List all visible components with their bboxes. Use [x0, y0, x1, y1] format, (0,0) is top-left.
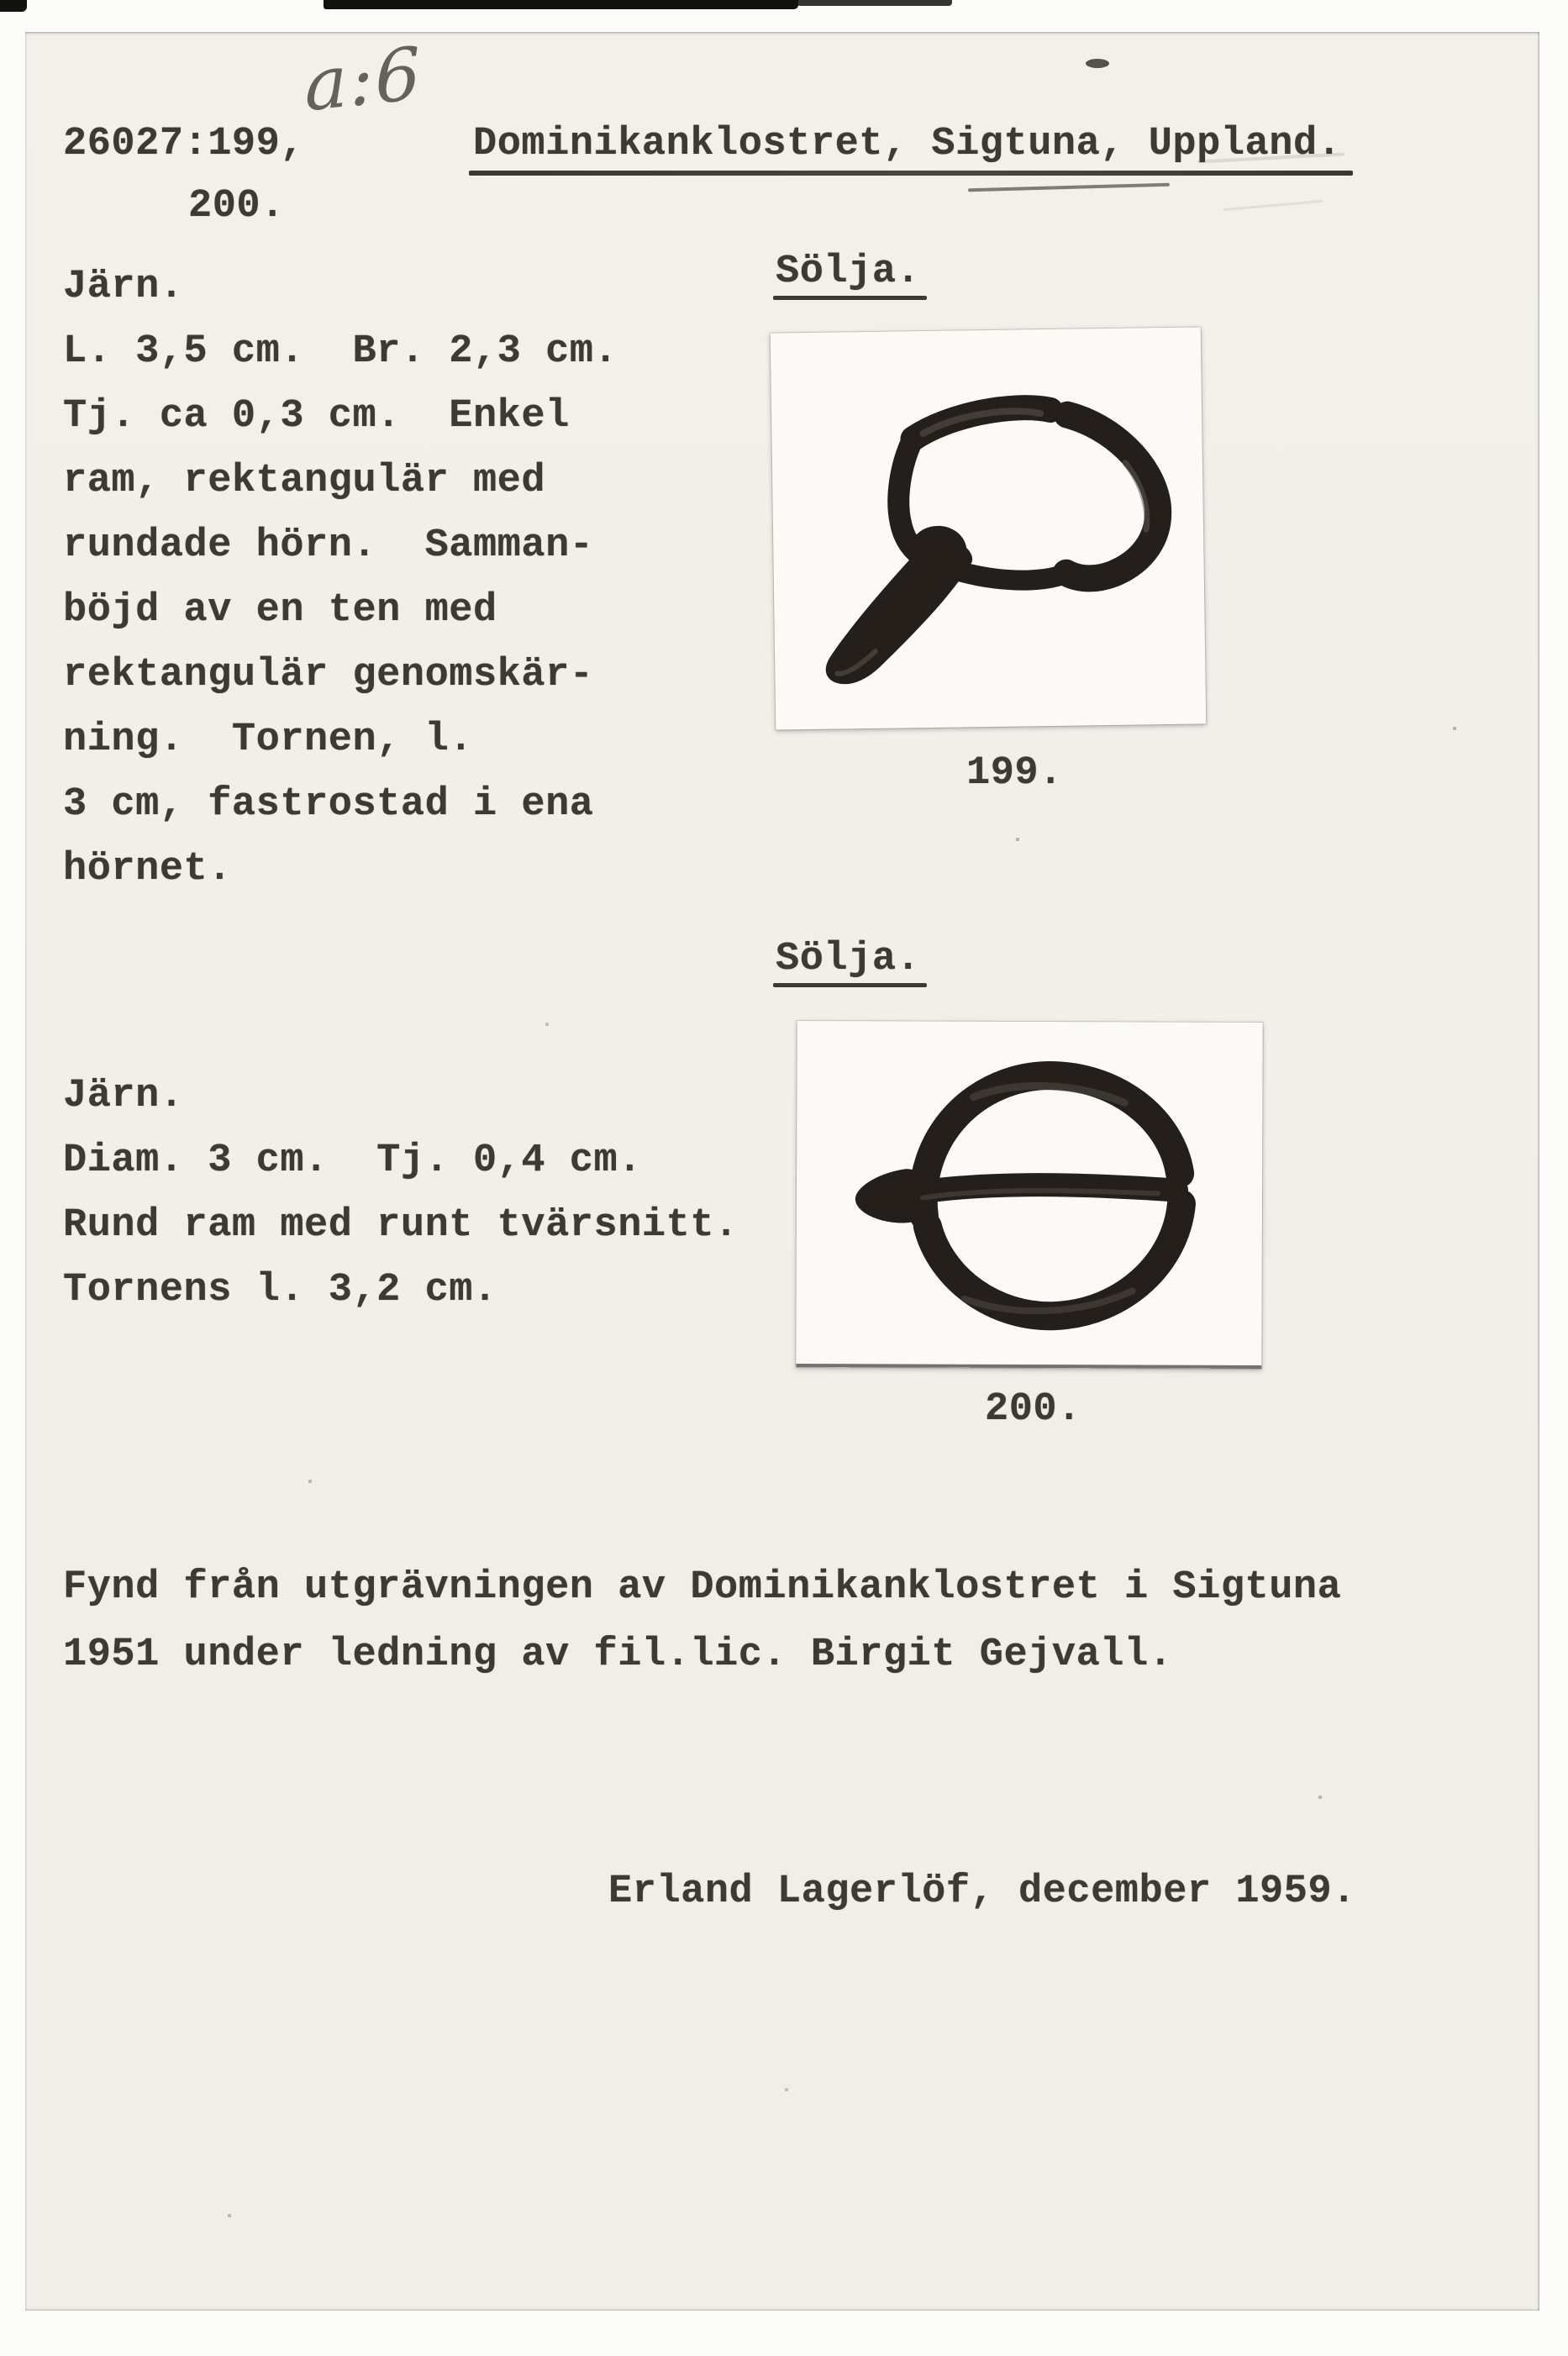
typewritten-line: Fynd från utgrävningen av Dominikanklostret i Sigtuna	[63, 1565, 1342, 1610]
typewritten-line: Rund ram med runt tvärsnitt.	[63, 1203, 739, 1248]
faint-pencil-mark	[1223, 200, 1323, 211]
typewritten-line: ram, rektangulär med	[63, 459, 546, 503]
typewritten-line: Tornens l. 3,2 cm.	[63, 1268, 497, 1312]
item-200-caption: 200.	[985, 1387, 1081, 1432]
handwritten-annotation: a:6	[303, 31, 424, 129]
typewritten-line: böjd av en ten med	[63, 588, 497, 633]
typewritten-line: rundade hörn. Samman-	[63, 523, 594, 568]
item-200-photo	[796, 1021, 1262, 1369]
provenance-note	[63, 1554, 1341, 1689]
typewritten-line: Tj. ca 0,3 cm. Enkel	[63, 394, 570, 439]
item-199-caption: 199.	[966, 751, 1063, 796]
catalog-card	[25, 32, 1539, 2311]
dust-specks	[25, 32, 27, 34]
item-199-heading-underline	[773, 296, 927, 300]
item-199-heading: Sölja.	[776, 250, 921, 294]
title-underline	[469, 171, 1353, 176]
title-underline-accent	[968, 183, 1170, 192]
inventory-number-secondary: 200.	[188, 184, 285, 229]
typewritten-line: ning. Tornen, l.	[63, 718, 473, 762]
typewritten-line: hörnet.	[63, 847, 232, 891]
scanner-edge-artifact	[324, 0, 798, 9]
item-200-description	[63, 1064, 739, 1323]
typewritten-line: 3 cm, fastrostad i ena	[63, 782, 594, 827]
scanner-corner-artifact	[0, 0, 27, 12]
buckle-200-illustration	[796, 1021, 1262, 1369]
item-200-heading-underline	[773, 983, 927, 987]
typewritten-line: Diam. 3 cm. Tj. 0,4 cm.	[63, 1139, 642, 1183]
typewritten-line: Järn.	[63, 265, 184, 309]
scanner-edge-artifact	[797, 0, 952, 6]
card-title: Dominikanklostret, Sigtuna, Uppland.	[473, 122, 1342, 166]
typewritten-line: L. 3,5 cm. Br. 2,3 cm.	[63, 329, 618, 374]
typewritten-line: rektangulär genomskär-	[63, 653, 594, 697]
card-edge-blemish	[1086, 59, 1109, 68]
buckle-199-illustration	[771, 327, 1207, 729]
typewritten-line: 1951 under ledning av fil.lic. Birgit Gejvall.	[63, 1633, 1173, 1677]
item-199-description	[63, 255, 618, 902]
item-200-heading: Sölja.	[776, 937, 921, 981]
inventory-number: 26027:199,	[63, 122, 305, 166]
typewritten-line: Järn.	[63, 1074, 184, 1118]
signature-line: Erland Lagerlöf, december 1959.	[608, 1870, 1356, 1914]
item-199-photo	[771, 327, 1207, 729]
